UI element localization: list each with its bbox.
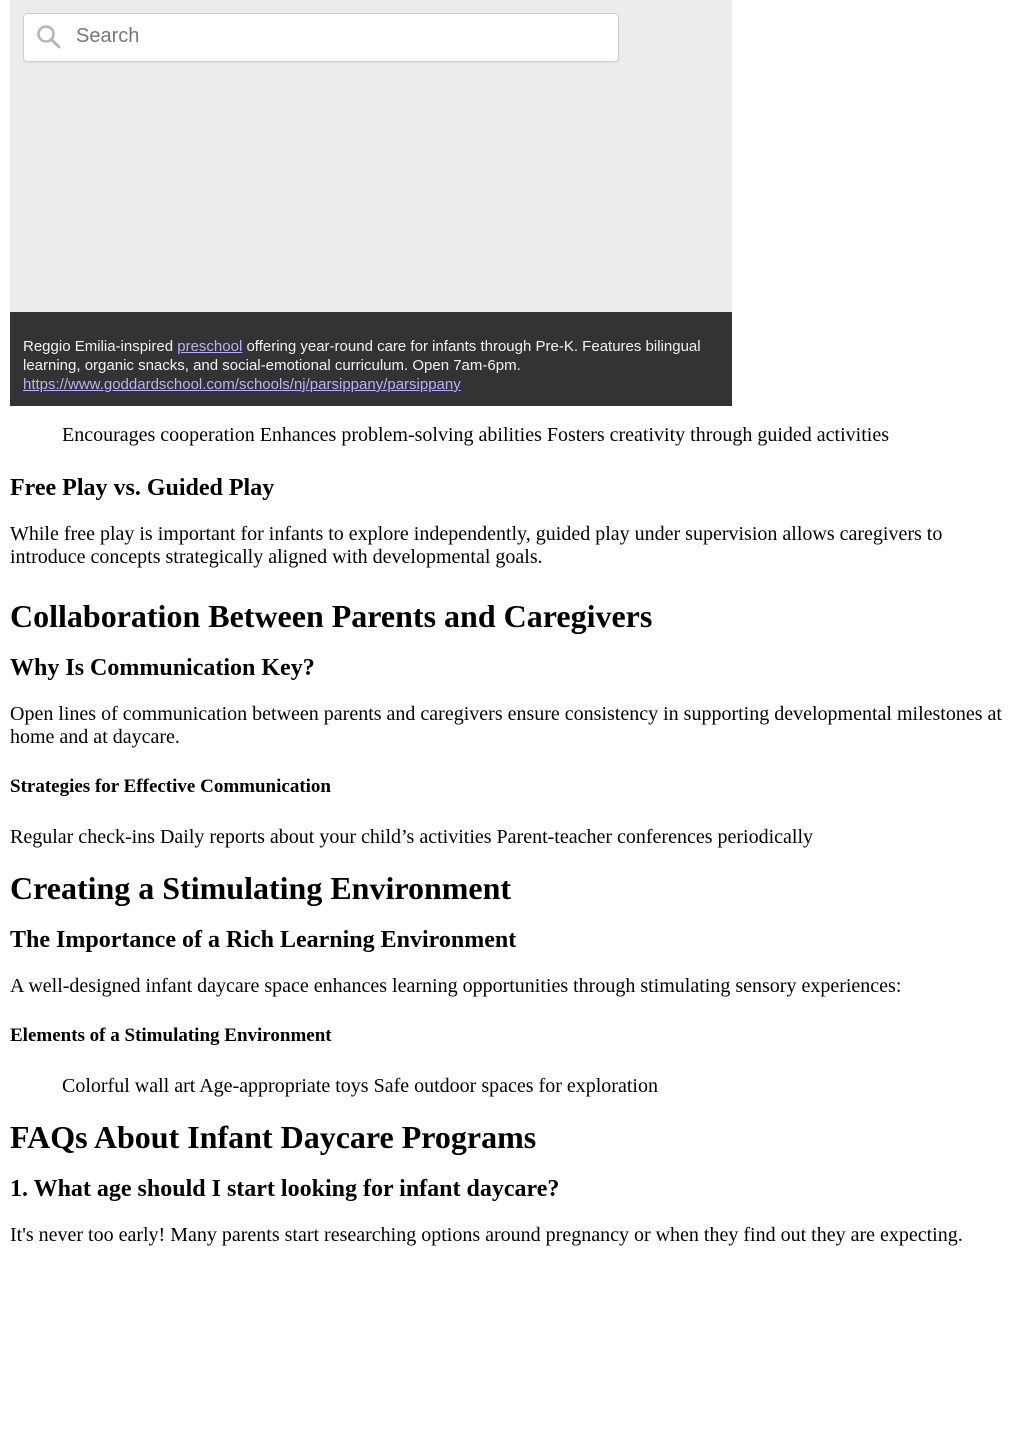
strategies-list: Regular check-ins Daily reports about your child’s activities Parent-teacher conferences periodically — [10, 826, 814, 848]
strategies-heading: Strategies for Effective Communication — [10, 776, 331, 797]
search-icon — [36, 24, 62, 50]
free-vs-guided-heading: Free Play vs. Guided Play — [10, 475, 275, 501]
faq-heading: FAQs About Infant Daycare Programs — [10, 1119, 537, 1155]
website-link[interactable]: https://www.goddardschool.com/schools/nj/parsippany/parsippany — [23, 376, 461, 393]
map-widget[interactable] — [10, 0, 732, 406]
place-info-panel — [10, 312, 732, 406]
place-description-start: Reggio Emilia-inspired — [23, 338, 178, 355]
faq1-answer: It's never too early! Many parents start researching options around pregnancy or when they find out they are expecting. — [10, 1224, 963, 1246]
communication-heading: Why Is Communication Key? — [10, 655, 315, 681]
place-description-end: offering year-round care for infants through Pre-K. Features bilingual learning, organic snacks, and social-emotional curriculum. Open 7am-6pm. — [23, 338, 701, 374]
environment-heading: Creating a Stimulating Environment — [10, 870, 512, 906]
elements-heading: Elements of a Stimulating Environment — [10, 1025, 332, 1046]
elements-list: Colorful wall art Age-appropriate toys Safe outdoor spaces for exploration — [62, 1075, 658, 1097]
communication-text: Open lines of communication between parents and caregivers ensure consistency in supporting developmental milestones at home and at daycare. — [10, 703, 1002, 748]
search-input[interactable] — [76, 14, 606, 59]
faq1-question: 1. What age should I start looking for infant daycare? — [10, 1176, 560, 1202]
article-content — [10, 424, 1018, 1247]
search-box[interactable] — [23, 13, 619, 62]
collaboration-heading: Collaboration Between Parents and Caregivers — [10, 598, 653, 634]
preschool-link[interactable]: preschool — [177, 338, 243, 355]
rich-environment-text: A well-designed infant daycare space enhances learning opportunities through stimulating sensory experiences: — [10, 975, 902, 997]
free-vs-guided-text: While free play is important for infants to explore independently, guided play under supervision allows caregivers to introduce concepts strategically aligned with developmental goals. — [10, 523, 943, 568]
play-benefits-list: Encourages cooperation Enhances problem-solving abilities Fosters creativity through guided activities — [62, 424, 890, 446]
rich-environment-heading: The Importance of a Rich Learning Environment — [10, 927, 517, 953]
